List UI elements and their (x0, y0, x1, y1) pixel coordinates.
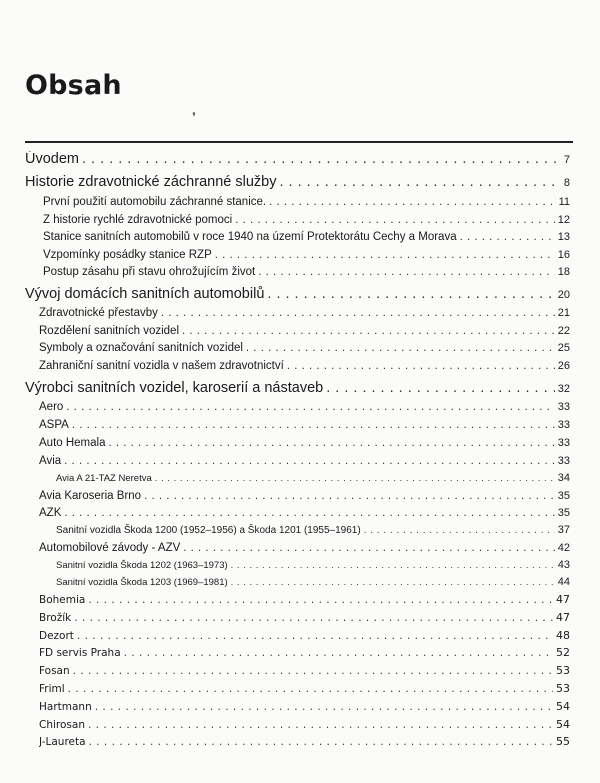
toc-entry-label: Úvodem (25, 151, 79, 167)
toc-entry[interactable] (39, 700, 570, 713)
toc-entry-page: 7 (563, 154, 570, 166)
toc-entry[interactable] (39, 664, 570, 677)
toc-entry-label: Rozdělení sanitních vozidel (39, 325, 179, 337)
toc-leader (82, 151, 561, 167)
toc-entry[interactable] (39, 455, 570, 467)
toc-entry-page: 20 (557, 289, 570, 301)
toc-entry-page: 21 (557, 307, 570, 319)
toc-leader (183, 542, 554, 554)
toc-entry[interactable] (39, 307, 570, 319)
toc-entry-label: Symboly a označování sanitních vozidel (39, 342, 243, 354)
toc-entry[interactable] (39, 593, 570, 606)
toc-entry-label: Chirosan (39, 719, 85, 731)
toc-leader (364, 525, 555, 536)
toc-entry-page: 16 (557, 249, 570, 261)
toc-entry[interactable] (43, 214, 570, 226)
toc-entry-page: 25 (557, 342, 570, 354)
toc-leader (64, 455, 555, 467)
toc-entry-label: Zdravotnické přestavby (39, 307, 158, 319)
toc-leader (89, 736, 553, 748)
toc-entry-label: Avia (39, 455, 62, 467)
toc-entry[interactable] (39, 735, 570, 748)
toc-entry-page: 43 (557, 559, 570, 571)
toc-leader (161, 307, 555, 319)
toc-entry-label: Brožík (39, 612, 72, 624)
toc-entry[interactable] (39, 507, 570, 519)
toc-entry-page: 54 (556, 700, 570, 713)
toc-entry[interactable] (56, 472, 570, 484)
toc-leader (460, 231, 555, 243)
toc-entry[interactable] (25, 151, 570, 167)
toc-entry-label: FD servis Praha (39, 647, 121, 659)
toc-entry-label: Friml (39, 683, 65, 695)
toc-leader (326, 380, 555, 396)
toc-entry[interactable] (39, 401, 570, 413)
toc-entry-page: 12 (557, 214, 570, 226)
toc-entry[interactable] (25, 286, 570, 302)
toc-entry-label: Historie zdravotnické záchranné služby (25, 174, 277, 190)
toc-leader (231, 560, 555, 571)
toc-entry-page: 33 (557, 401, 570, 413)
toc-entry-page: 47 (556, 593, 570, 606)
toc-leader (95, 701, 553, 713)
toc-leader (231, 577, 555, 588)
toc-leader (144, 490, 555, 502)
toc-entry[interactable] (39, 360, 570, 372)
toc-leader (88, 719, 553, 731)
toc-leader (74, 612, 553, 624)
toc-entry[interactable] (39, 646, 570, 659)
toc-leader (88, 594, 553, 606)
toc-leader (279, 174, 560, 190)
toc-entry-page: 22 (557, 325, 570, 337)
toc-entry[interactable] (39, 629, 570, 642)
toc-entry-page: 13 (557, 231, 570, 243)
toc-entry[interactable] (39, 325, 570, 337)
toc-leader (66, 401, 554, 413)
toc-entry-page: 33 (557, 437, 570, 449)
toc-entry[interactable] (39, 342, 570, 354)
toc-entry-label: Sanitní vozidla Škoda 1200 (1952–1956) a Škoda 1201 (1955–1961) (56, 525, 361, 536)
toc-entry[interactable] (56, 524, 570, 536)
toc-entry-label: Aero (39, 401, 64, 413)
toc-entry[interactable] (39, 419, 570, 431)
toc-entry-label: AZK (39, 507, 62, 519)
toc-entry[interactable] (56, 576, 570, 588)
toc-entry[interactable] (39, 682, 570, 695)
toc-entry-page: 37 (557, 524, 570, 536)
toc-entry-page: 32 (557, 383, 570, 395)
toc-entry-page: 44 (557, 576, 570, 588)
toc-entry-page: 11 (558, 196, 570, 208)
toc-entry-page: 18 (557, 266, 570, 278)
toc-leader (267, 286, 554, 302)
toc-leader (64, 507, 554, 519)
toc-entry[interactable] (39, 437, 570, 449)
toc-leader (108, 437, 554, 449)
toc-entry-label: Avia Karoseria Brno (39, 490, 142, 502)
toc-leader (269, 196, 555, 208)
toc-leader (77, 630, 553, 642)
toc-entry-label: Sanitní vozidla Škoda 1203 (1969–1981) (56, 577, 228, 588)
toc-leader (235, 214, 555, 226)
page-title: Obsah (25, 70, 122, 101)
toc-leader (215, 249, 555, 261)
toc-entry-label: Automobilové závody - AZV (39, 542, 181, 554)
toc-entry-label: Vzpomínky posádky stanice RZP (43, 249, 212, 261)
toc-entry-page: 33 (557, 455, 570, 467)
toc-leader (287, 360, 555, 372)
toc-leader (155, 473, 555, 484)
toc-entry-label: Bohemia (39, 594, 86, 606)
toc-entry-page: 42 (557, 542, 570, 554)
toc-entry-page: 35 (557, 490, 570, 502)
toc-leader (124, 647, 553, 659)
toc-entry-label: Stanice sanitních automobilů v roce 1940 na území Protektorátu Čechy a Morava (43, 231, 457, 243)
toc-entry[interactable] (39, 542, 570, 554)
toc-entry-page: 47 (556, 611, 570, 624)
toc-entry-label: J-Laureta (39, 736, 86, 748)
toc-entry-page: 26 (557, 360, 570, 372)
toc-entry-label: ASPA (39, 419, 69, 431)
ink-speck-icon: ❜ (192, 110, 196, 124)
toc-entry[interactable] (56, 559, 570, 571)
toc-leader (68, 683, 553, 695)
toc-leader (258, 266, 555, 278)
toc-entry-page: 55 (556, 735, 570, 748)
toc-entry-label: Avia A 21-TAZ Neretva (56, 473, 152, 484)
toc-entry-label: První použití automobilu záchranné stanice. (43, 196, 267, 208)
toc-entry-page: 35 (557, 507, 570, 519)
toc-entry-page: 8 (563, 177, 570, 189)
toc-entry-label: Zahraniční sanitní vozidla v našem zdravotnictví (39, 360, 284, 372)
toc-entry-page: 54 (556, 718, 570, 731)
toc-entry-page: 48 (556, 629, 570, 642)
toc-entry[interactable] (43, 196, 570, 208)
toc-entry-label: Postup zásahu při stavu ohrožujícím život (43, 266, 256, 278)
toc-entry-label: Z historie rychlé zdravotnické pomoci (43, 214, 233, 226)
toc-entry-label: Vývoj domácích sanitních automobilů (25, 286, 265, 302)
toc-entry-page: 52 (556, 646, 570, 659)
toc-leader (182, 325, 555, 337)
toc-entry[interactable] (43, 231, 570, 243)
toc-entry[interactable] (39, 611, 570, 624)
toc-entry-label: Sanitní vozidla Škoda 1202 (1963–1973) (56, 560, 228, 571)
toc-entry[interactable] (43, 266, 570, 278)
toc-entry-label: Auto Hemala (39, 437, 106, 449)
toc-entry-page: 34 (557, 472, 570, 484)
toc-entry-page: 53 (556, 682, 570, 695)
toc-entry[interactable] (39, 490, 570, 502)
toc-entry[interactable] (25, 380, 570, 396)
toc-entry-label: Hartmann (39, 701, 92, 713)
toc-leader (72, 419, 555, 431)
toc-leader (246, 342, 555, 354)
toc-entry-page: 53 (556, 664, 570, 677)
toc-leader (73, 665, 553, 677)
toc-entry-label: Dezort (39, 630, 74, 642)
toc-entry-label: Výrobci sanitních vozidel, karoserií a nástaveb (25, 380, 324, 396)
toc-entry-label: Fosan (39, 665, 70, 677)
toc-entry[interactable] (39, 718, 570, 731)
toc-entry[interactable] (25, 174, 570, 190)
toc-entry[interactable] (43, 249, 570, 261)
toc-entry-page: 33 (557, 419, 570, 431)
